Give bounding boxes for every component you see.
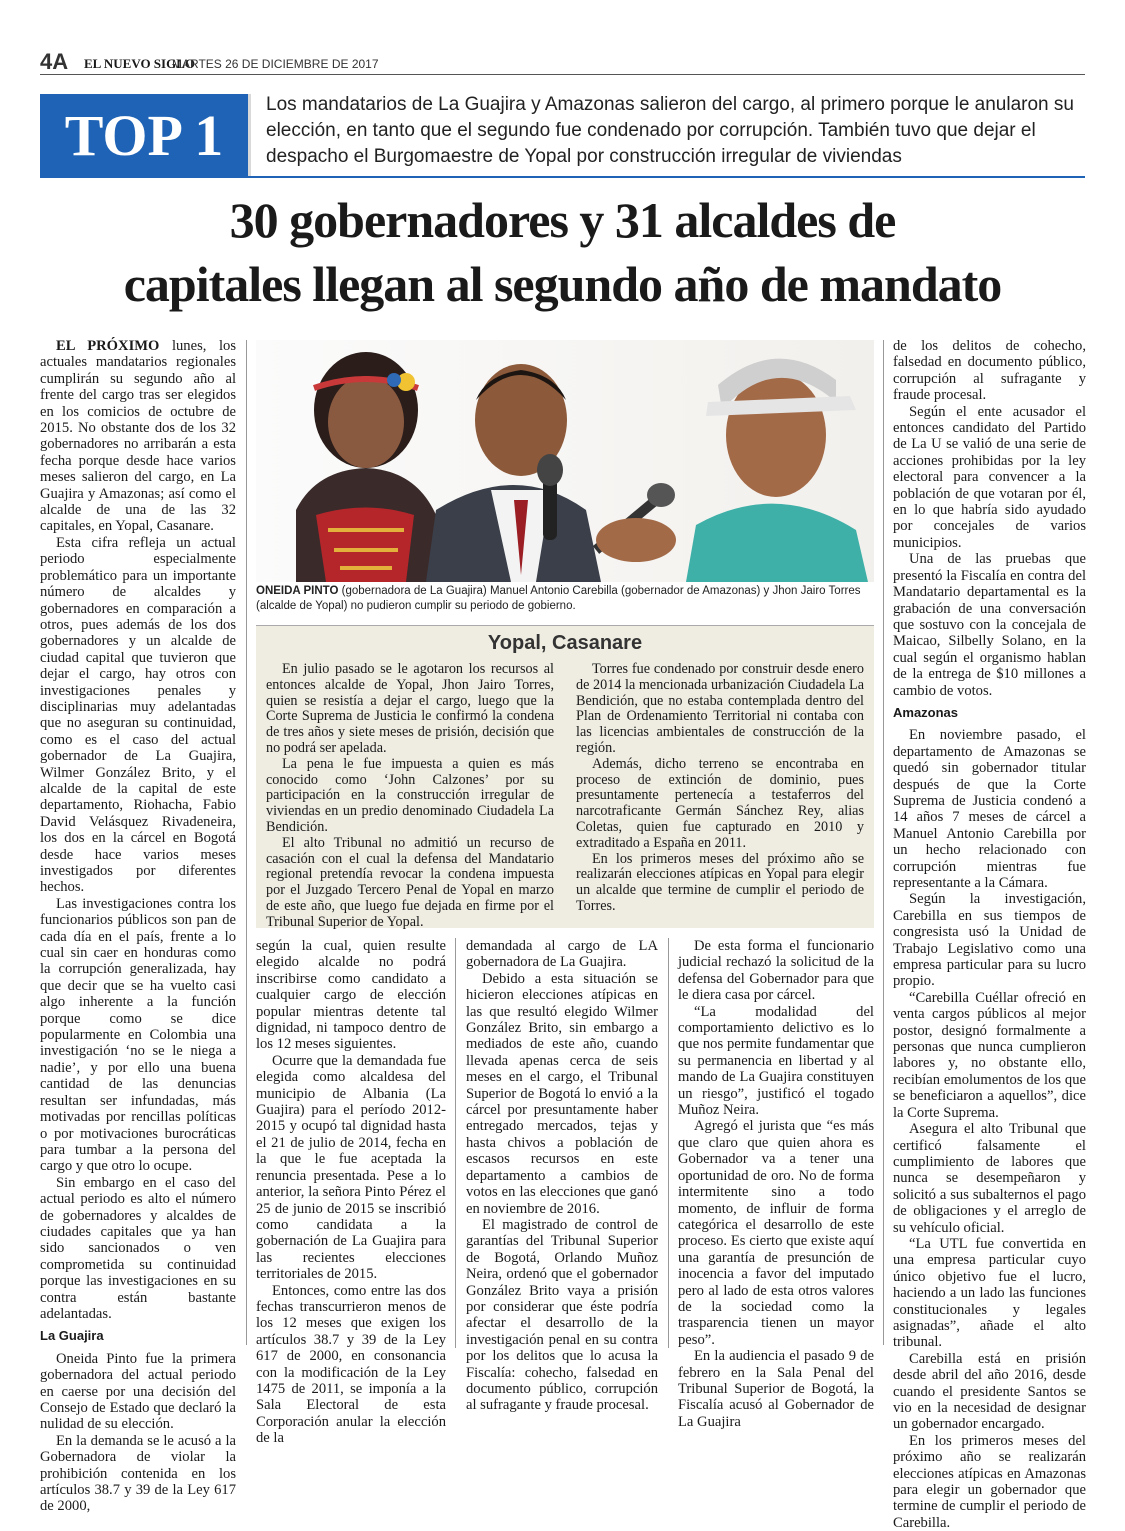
paragraph: demandada al cargo de LA gobernadora de La Guajira. — [466, 938, 658, 971]
paragraph: Las investigaciones contra los funcionarios públicos son pan de cada día en el país, frente a lo cual sin caer en honduras como la corrupción generalizada, hay que decir que se ha vuelto casi algo inherente a la función porque como se dice popularmente en Colombia una investigación ‘no se le niega a nadie’, y por ello una buena cantidad de las denuncias resultan ser infundadas, más motivadas por rencillas políticas o por motivaciones burocráticas para tumbar a la persona del cargo y que otro lo ocupe. — [40, 895, 236, 1175]
paragraph: Ocurre que la demandada fue elegida como alcaldesa del municipio de Albania (La Guajira) para el período 2012-2015 y ocupó tal dignidad hasta el 21 de julio de 2014, fecha en la que le fue aceptada la renuncia presentada. Pese a lo anterior, la señora Pinto Pérez el 25 de junio de 2015 se inscribió como candidata a la gobernación de La Guajira para las recientes elecciones territoriales de 2015. — [256, 1052, 446, 1283]
column-5 — [893, 338, 1086, 1531]
paragraph: De esta forma el funcionario judicial rechazó la solicitud de la defensa del Gobernador para que le diera casa por cárcel. — [678, 938, 874, 1004]
page-number: 4A — [40, 49, 69, 74]
article-summary: Los mandatarios de La Guajira y Amazonas salieron del cargo, al primero porque le anularon su elección, en tanto que el segundo fue condenado por corrupción. También tuvo que dejar el despacho el Burgomaestre de Yopal por construcción irregular de viviendas — [266, 94, 1074, 167]
article-photo — [256, 340, 874, 582]
paragraph: Sin embargo en el caso del actual periodo es alto el número de gobernadores y alcaldes de ciudades capitales que ya han sido sancionados o ven comprometida su continuidad porque las investigaciones en su contra están bastante adelantadas. — [40, 1174, 236, 1322]
paragraph: En los primeros meses del próximo año se realizarán elecciones atípicas en Yopal para elegir un alcalde que termine de cumplir el periodo de Torres. — [576, 850, 864, 914]
page-header — [40, 50, 1085, 75]
paragraph: Según el ente acusador el entonces candidato del Partido de La U se valió de una serie de acciones prohibidas por la ley electoral para convencer a la población de que votaran por él, en lo que habría sido ayudado por concejales de varios municipios. — [893, 403, 1086, 551]
top-badge-label: TOP 1 — [64, 103, 224, 168]
paragraph: “La modalidad del comportamiento delictivo es lo que nos permite fundamentar que su permanencia en libertad y al mando de La Guajira constituyen un riesgo”, justificó el togado Muñoz Neira. — [678, 1003, 874, 1119]
column-1 — [40, 338, 236, 1515]
sidebar-title: Yopal, Casanare — [487, 632, 643, 654]
paragraph: “La UTL fue convertida en una empresa particular cuyo único objetivo fue el lucro, haciendo a un lado las funciones constitucionales y legales asignadas”, añade el alto tribunal. — [893, 1235, 1086, 1351]
photo-caption — [256, 584, 874, 614]
paragraph: Torres fue condenado por construir desde enero de 2014 la mencionada urbanización Ciudadela La Bendición, que no estaba contemplada dentro del Plan de Ordenamiento Territorial ni contaba con las licencias ambientales de construcción de la región. — [576, 661, 864, 756]
column-2 — [256, 938, 446, 1447]
paragraph: “Carebilla Cuéllar ofreció en venta cargos públicos al mejor postor, designó formalmente a personas que nunca cumplieron labores y, no obstante ello, recibían emolumentos de los que se beneficiaron a aquellos”, dice la Corte Suprema. — [893, 989, 1086, 1121]
headline-line-1: 30 gobernadores y 31 alcaldes de — [229, 192, 896, 248]
paragraph: Además, dicho terreno se encontraba en proceso de extinción de dominio, pues presuntamente pertenecía a testaferros del narcotraficante Germán Sánchez Rey, alias Coletas, quien fue capturado en 2010 y extraditado a España en 2011. — [576, 755, 864, 851]
paragraph: En la demanda se le acusó a la Gobernadora de violar la prohibición contenida en los artículos 38.7 y 39 de la Ley 617 de 2000, — [40, 1432, 236, 1515]
paragraph: En la audiencia el pasado 9 de febrero en la Sala Penal del Tribunal Superior de Bogotá, la Fiscalía acusó al Gobernador de La Guajira — [678, 1348, 874, 1430]
paragraph: El alto Tribunal no admitió un recurso de casación con el cual la defensa del Mandatario regional pretendía revocar la condena impuesta por el Juzgado Tercero Penal de Yopal en marzo de este año, que luego fue dejada en firme por el Tribunal Superior de Yopal. — [266, 834, 554, 930]
paragraph: Esta cifra refleja un actual periodo especialmente problemático para un importante número de alcaldes y gobernadores en comparación a otros, pues además de los dos gobernadores y un alcalde de ciudad capital que tuvieron que dejar el cargo, hay otros con investigaciones penales y disciplinarias muy adelantadas que no aseguran su continuidad, como es el caso del actual gobernador de La Guajira, Wilmer González Brito, y el alcalde de la capital de este departamento, Riohacha, Fabio David Velásquez Rivadeneira, los dos en la cárcel en Bogotá desde hace varios meses investigados por diferentes hechos. — [40, 534, 236, 896]
paragraph: En julio pasado se le agotaron los recursos al entonces alcalde de Yopal, Jhon Jairo Torres, quien se resistía a dejar el cargo, luego que la Corte Suprema de Justicia le confirmó la condena de tres años y siete meses de prisión, decisión que no podrá ser apelada. — [266, 661, 554, 756]
paragraph: lunes, los actuales mandatarios regionales cumplirán su segundo año al frente del cargo tras ser elegidos en los comicios de octubre de 2015. No obstante dos de los 32 gobernadores no arribarán a esta fecha porque desde hace varios meses salieron del cargo, en La Guajira y Amazonas; así como el alcalde de una de las 32 capitales, en Yopal, Casanare. — [40, 338, 237, 535]
top-badge — [40, 94, 251, 178]
newspaper-name: EL NUEVO SIGLO — [84, 56, 195, 71]
paragraph: Oneida Pinto fue la primera gobernadora del actual periodo en caerse por una decisión del Consejo de Estado que declaró la nulidad de su elección. — [40, 1350, 236, 1433]
column-divider — [246, 340, 247, 1345]
paragraph: Carebilla está en prisión desde abril del año 2016, desde cuando el presidente Santos se vio en la necesidad de designar un gobernador encargado. — [893, 1350, 1086, 1433]
column-4 — [678, 938, 874, 1430]
paragraph: según la cual, quien resulte elegido alcalde no podrá inscribirse como candidato a cualquier cargo de elección popular mientras detente tal dignidad, ni tampoco dentro de los 12 meses siguientes. — [256, 938, 446, 1053]
paragraph: Agregó el jurista que “es más que claro que quien ahora es Gobernador va a tener una oportunidad de oro. No de forma intermitente sino a todo momento, de influir de forma categórica el desarrollo de este proceso. Es cierto que existe aquí una garantía de presunción de inocencia a favor del imputado pero al lado de esta otros valores de la sociedad como la trasparencia tienen un mayor peso”. — [678, 1118, 874, 1348]
issue-date: MARTES 26 DE DICIEMBRE DE 2017 — [172, 57, 379, 71]
lead-in: EL PRÓXIMO — [56, 338, 160, 354]
sidebar-yopal — [256, 625, 874, 928]
caption-text: (gobernadora de La Guajira) Manuel Antonio Carebilla (gobernador de Amazonas) y Jhon Jairo Torres (alcalde de Yopal) no pudieron cumplir su periodo de gobierno. — [256, 585, 861, 612]
subhead-amazonas: Amazonas — [893, 704, 959, 720]
caption-lead: ONEIDA PINTO — [256, 585, 339, 597]
headline — [40, 188, 1085, 316]
paragraph: Entonces, como entre las dos fechas transcurrieron menos de los 12 meses que exigen los artículos 38.7 y 39 de la Ley 617 de 2000, en consonancia con la modificación de la Ley 1475 de 2011, se imponía a la Sala Electoral de esta Corporación anular la elección de la — [256, 1282, 446, 1447]
subhead-la-guajira: La Guajira — [40, 1328, 104, 1344]
paragraph: Una de las pruebas que presentó la Fiscalía en contra del Mandatario departamental es la grabación de una conversación que sostuvo con la concejala de Maicao, Silbelly Solano, en la cual según el organismo hablan de la entrega de $10 millones a cambio de votos. — [893, 551, 1086, 699]
paragraph: de los delitos de cohecho, falsedad en documento público, corrupción al sufragante y fraude procesal. — [893, 338, 1086, 404]
headline-line-2: capitales llegan al segundo año de mandato — [123, 256, 1002, 312]
column-divider — [883, 340, 884, 1345]
paragraph: En noviembre pasado, el departamento de Amazonas se quedó sin gobernador titular después de que la Corte Suprema de Justicia condenó a 14 años 7 meses de cárcel a Manuel Antonio Carebilla por un hecho relacionado con corrupción mientras fue representante a la Cámara. — [893, 727, 1086, 891]
paragraph: La pena le fue impuesta a quien es más conocido como ‘John Calzones’ por su participación en la construcción irregular de viviendas en un predio denominado Ciudadela La Bendición. — [266, 755, 554, 835]
paragraph: Asegura el alto Tribunal que certificó falsamente el cumplimiento de labores que nunca se desempeñaron y solicitó a sus subalternos el pago de obligaciones y el arreglo de su vehículo oficial. — [893, 1121, 1086, 1236]
column-3 — [466, 938, 658, 1414]
sidebar-column-2 — [576, 662, 864, 915]
paragraph: Debido a esta situación se hicieron elecciones atípicas en las que resultó elegido Wilmer González Brito, sin embargo a mediados de este año, cuando llevada apenas cerca de seis meses en el cargo, el Tribunal Superior de Bogotá lo envió a la cárcel por presuntamente haber entregado mercados, tejas y hasta chivos a población de escasos recursos en este departamento a cambios de votos en las elecciones que ganó en noviembre de 2016. — [466, 970, 658, 1217]
paragraph: El magistrado de control de garantías del Tribunal Superior de Bogotá, Orlando Muñoz Neira, ordenó que el gobernador González Brito vaya a prisión por considerar que éste podría afectar el desarrollo de la investigación penal en su contra por los delitos que lo acusa la Fiscalía: cohecho, falsedad en documento público, corrupción al sufragante y fraude procesal. — [466, 1216, 658, 1414]
column-divider — [455, 938, 456, 1348]
photo-illustration — [256, 340, 874, 582]
column-divider — [668, 938, 669, 1348]
paragraph: Según la investigación, Carebilla en sus tiempos de congresista usó la Unidad de Trabajo Legislativo como una empresa particular para su lucro propio. — [893, 891, 1086, 990]
paragraph: En los primeros meses del próximo año se realizarán elecciones atípicas en Amazonas para elegir un gobernador que termine de cumplir el periodo de Carebilla. — [893, 1432, 1086, 1531]
sidebar-column-1 — [266, 662, 554, 931]
summary-divider — [248, 176, 1085, 178]
